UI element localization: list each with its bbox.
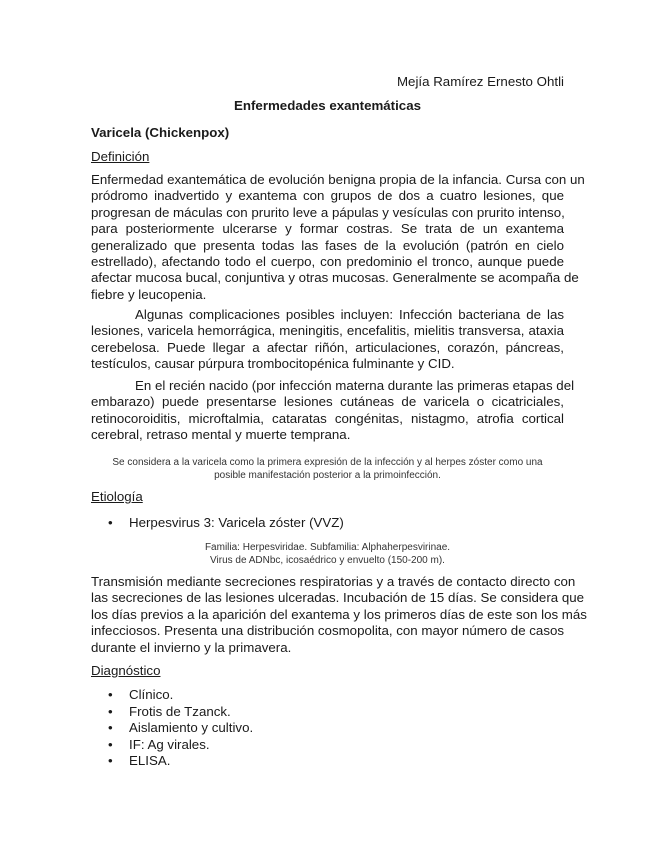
text-line: Enfermedad exantemática de evolución benigna propia de la infancia. Cursa con un bbox=[91, 172, 585, 187]
text-line: los días previos a la aparición del exantema y los primeros días de este son los más bbox=[91, 606, 587, 622]
list-item-text: IF: Ag virales. bbox=[129, 736, 210, 752]
diagnostico-heading: Diagnóstico bbox=[91, 663, 161, 678]
list-item-text: Aislamiento y cultivo. bbox=[129, 720, 254, 735]
text-line: Transmisión mediante secreciones respiratorias y a través de contacto directo con bbox=[91, 574, 576, 589]
text-line: afectar mucosa bucal, conjuntiva y otras mucosas. Generalmente se acompaña de bbox=[91, 270, 579, 286]
list-item bbox=[91, 704, 564, 721]
disease-heading: Varicela (Chickenpox) bbox=[91, 125, 230, 140]
diagnostico-list bbox=[91, 687, 564, 770]
text-line: generalizado que presenta todas las fases de la evolución (patrón en cielo bbox=[91, 237, 564, 253]
text-line: cerebelosa. Puede llegar a afectar riñón, articulaciones, corazón, páncreas, bbox=[91, 339, 564, 355]
list-item-text: Clínico. bbox=[129, 687, 174, 702]
definicion-paragraph-1 bbox=[91, 172, 585, 303]
etiologia-note bbox=[91, 541, 564, 567]
text-line: estrellado), afectando todo el cuerpo, con predominio el tronco, aunque puede bbox=[91, 253, 564, 269]
text-line: cerebral, retraso mental y muerte temprana. bbox=[91, 427, 351, 443]
list-item-text: Herpesvirus 3: Varicela zóster (VVZ) bbox=[129, 515, 344, 530]
list-item bbox=[91, 753, 564, 770]
list-item bbox=[91, 720, 564, 737]
text-line: En el recién nacido (por infección materna durante las primeras etapas del bbox=[135, 378, 575, 393]
bullet-icon: • bbox=[108, 736, 113, 752]
list-item-text: ELISA. bbox=[129, 753, 171, 768]
document-title: Enfermedades exantemáticas bbox=[234, 98, 421, 113]
note-line: Virus de ADNbc, icosaédrico y envuelto (150-200 m). bbox=[210, 555, 445, 566]
text-line: las secreciones de las lesiones ulceradas. Incubación de 15 días. Se considera que bbox=[91, 590, 585, 606]
bullet-icon: • bbox=[108, 515, 113, 530]
definicion-paragraph-2 bbox=[91, 307, 564, 373]
definicion-paragraph-3 bbox=[91, 378, 575, 444]
bullet-icon: • bbox=[108, 703, 113, 719]
text-line: Algunas complicaciones posibles incluyen: Infección bacteriana de las bbox=[135, 307, 564, 322]
bullet-icon: • bbox=[108, 687, 113, 702]
etiologia-paragraph bbox=[91, 574, 587, 656]
definicion-heading: Definición bbox=[91, 149, 150, 164]
list-item bbox=[91, 737, 564, 754]
text-line: embarazo) puede presentarse lesiones cutáneas de varicela o cicatriciales, bbox=[91, 394, 564, 410]
text-line: retinocoroiditis, microftalmia, cataratas congénitas, nistagmo, atrofia cortical bbox=[91, 410, 564, 426]
text-line: fiebre y leucopenia. bbox=[91, 286, 207, 302]
text-line: pródromo inadvertido y exantema con grupos de dos a cuatro lesiones, que bbox=[91, 188, 564, 204]
list-item bbox=[91, 687, 564, 704]
text-line: progresan de máculas con prurito leve a pápulas y vesículas con prurito intenso, bbox=[91, 204, 565, 220]
list-item bbox=[91, 515, 564, 532]
bullet-icon: • bbox=[108, 720, 113, 735]
author-name: Mejía Ramírez Ernesto Ohtli bbox=[396, 74, 564, 89]
text-line: testículos, causar púrpura trombocitopénica fulminante y CID. bbox=[91, 356, 455, 372]
text-line: durante el invierno y la primavera. bbox=[91, 639, 292, 655]
definicion-note bbox=[91, 456, 564, 482]
text-line: infecciosos. Presenta una distribución cosmopolita, con mayor número de casos bbox=[91, 623, 565, 639]
note-line: Se considera a la varicela como la primera expresión de la infección y al herpes zóster como una bbox=[112, 457, 543, 468]
text-line: para posteriormente ulcerarse y formar costras. Se trata de un exantema bbox=[91, 221, 564, 237]
note-line: posible manifestación posterior a la primoinfección. bbox=[214, 470, 441, 481]
text-line: lesiones, varicela hemorrágica, meningitis, encefalitis, mielitis transversa, ataxia bbox=[91, 323, 564, 339]
bullet-icon: • bbox=[108, 753, 113, 768]
etiologia-heading: Etiología bbox=[91, 489, 143, 504]
list-item-text: Frotis de Tzanck. bbox=[129, 703, 231, 719]
note-line: Familia: Herpesviridae. Subfamilia: Alphaherpesvirinae. bbox=[204, 542, 451, 553]
etiologia-list bbox=[91, 515, 564, 532]
